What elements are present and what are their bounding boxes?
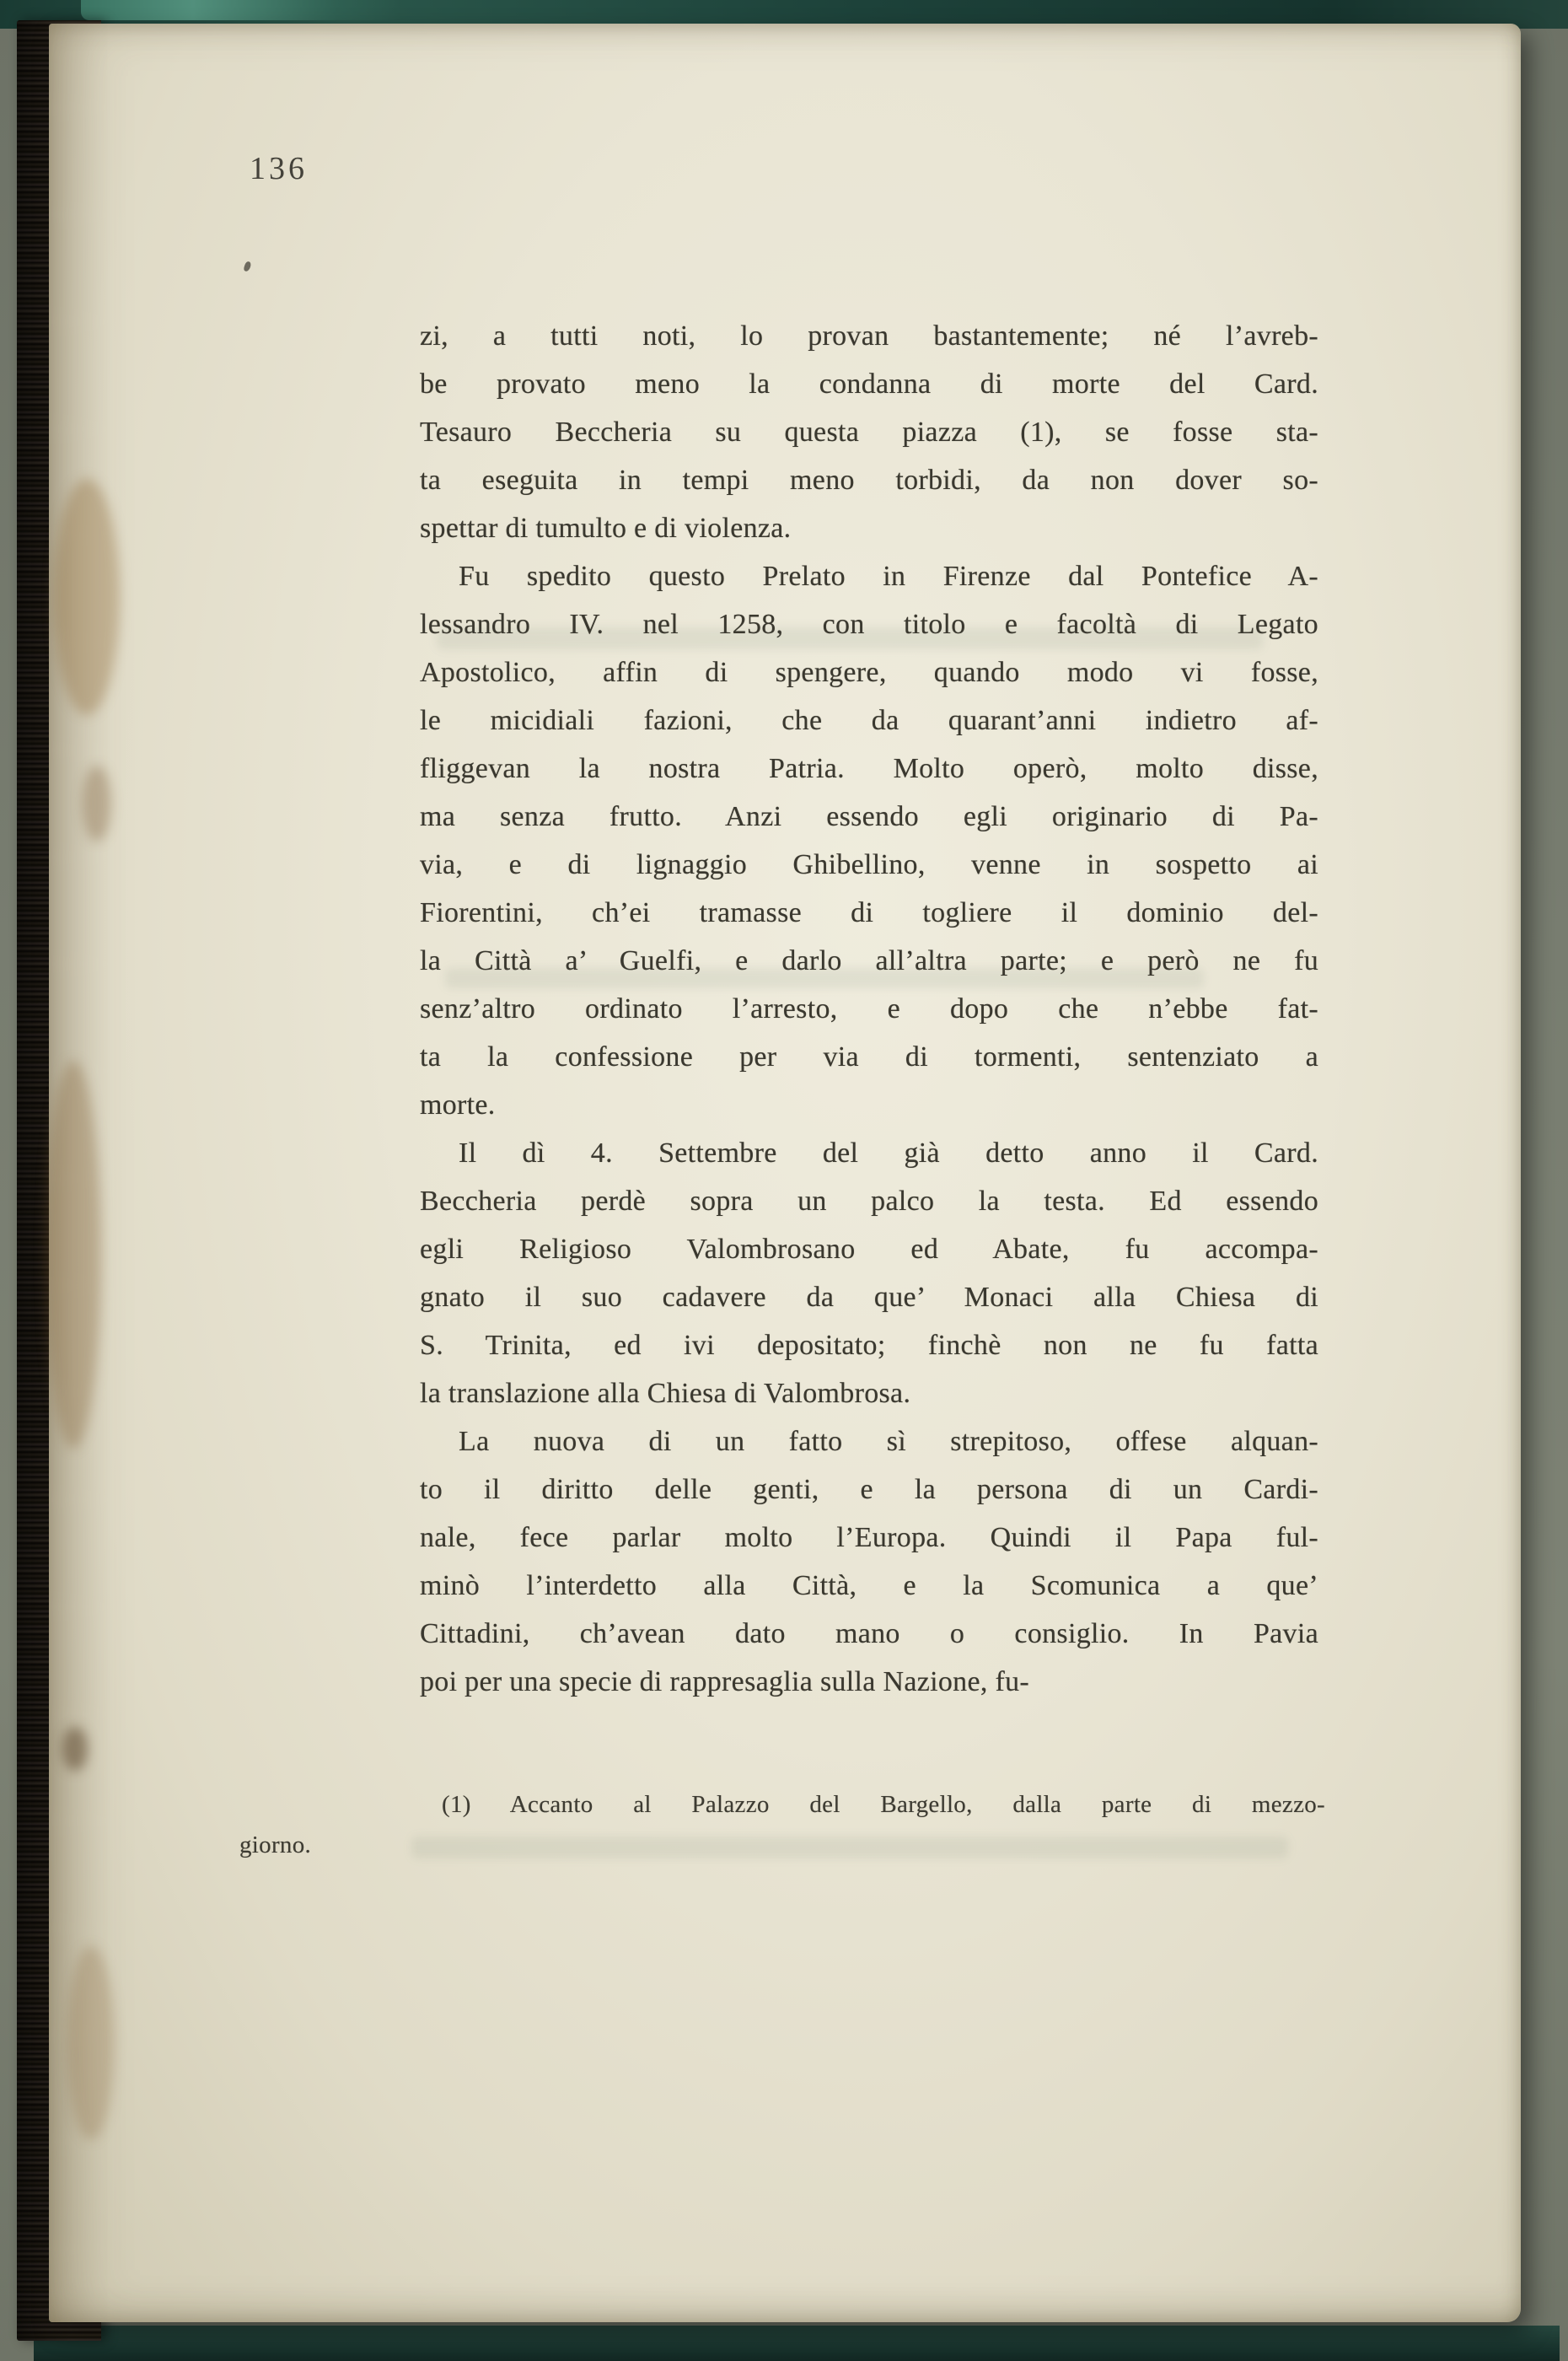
text-line: ta la confessione per via di tormenti, sentenziato a [420,1041,1318,1073]
text-line: gnato il suo cadavere da que’ Monaci alla Chiesa di [420,1282,1318,1313]
text-line: egli Religioso Valombrosano ed Abate, fu accompa- [420,1234,1318,1265]
book-cover-bottom-edge [34,2326,1560,2361]
paper-stain [46,1061,101,1449]
text-line: ta eseguita in tempi meno torbidi, da non dover so- [420,465,1318,496]
paper-stain [62,1727,88,1771]
text-line: La nuova di un fatto sì strepitoso, offese alquan- [459,1426,1318,1457]
text-line: to il diritto delle genti, e la persona di un Cardi- [420,1474,1318,1505]
text-line: la Città a’ Guelfi, e darlo all’altra parte; e però ne fu [420,945,1318,976]
paragraph-esecuzione [420,1129,1318,1417]
ink-fleck [243,261,251,272]
text-line: giorno. [239,1831,312,1858]
text-line: la translazione alla Chiesa di Valombrosa. [420,1378,911,1409]
text-line: Fu spedito questo Prelato in Firenze dal Pontefice A- [459,561,1318,592]
text-line: fliggevan la nostra Patria. Molto operò, molto disse, [420,753,1318,784]
text-line: ma senza frutto. Anzi essendo egli originario di Pa- [420,801,1318,832]
book-cover-top-highlight [81,0,401,20]
paper-stain [83,766,111,842]
text-line: Beccheria perdè sopra un palco la testa. Ed essendo [420,1186,1318,1217]
paragraph-reazione [420,1417,1318,1706]
text-line: lessandro IV. nel 1258, con titolo e facoltà di Legato [420,609,1318,640]
paragraph-legato [420,552,1318,1129]
text-line: Il dì 4. Settembre del già detto anno il Card. [459,1137,1318,1169]
text-line: Apostolico, affin di spengere, quando modo vi fosse, [420,657,1318,688]
text-line: Tesauro Beccheria su questa piazza (1), se fosse sta- [420,417,1318,448]
text-block [420,312,1318,1706]
page-number: 136 [250,151,308,186]
text-line: poi per una specie di rappresaglia sulla Nazione, fu- [420,1666,1030,1697]
text-line: be provato meno la condanna di morte del Card. [420,368,1318,400]
text-line: nale, fece parlar molto l’Europa. Quindi il Papa ful- [420,1522,1318,1553]
text-line: spettar di tumulto e di violenza. [420,513,792,544]
text-line: minò l’interdetto alla Città, e la Scomunica a que’ [420,1570,1318,1601]
paragraph-continuation [420,312,1318,552]
text-line: zi, a tutti noti, lo provan bastantemente; né l’avreb- [420,320,1318,352]
footnote [239,1784,1325,1865]
text-line: S. Trinita, ed ivi depositato; finchè non ne fu fatta [420,1330,1318,1361]
text-line: le micidiali fazioni, che da quarant’anni indietro af- [420,705,1318,736]
paper-stain [54,479,120,715]
text-line: Fiorentini, ch’ei tramasse di togliere il dominio del- [420,897,1318,928]
text-line: Cittadini, ch’avean dato mano o consiglio. In Pavia [420,1618,1318,1649]
text-line: morte. [420,1089,496,1121]
text-line: (1) Accanto al Palazzo del Bargello, dalla parte di mezzo- [442,1791,1325,1818]
paper-stain [67,1946,115,2140]
text-line: via, e di lignaggio Ghibellino, venne in sospetto ai [420,849,1318,880]
text-line: senz’altro ordinato l’arresto, e dopo che n’ebbe fat- [420,993,1318,1025]
book-page [49,24,1521,2322]
